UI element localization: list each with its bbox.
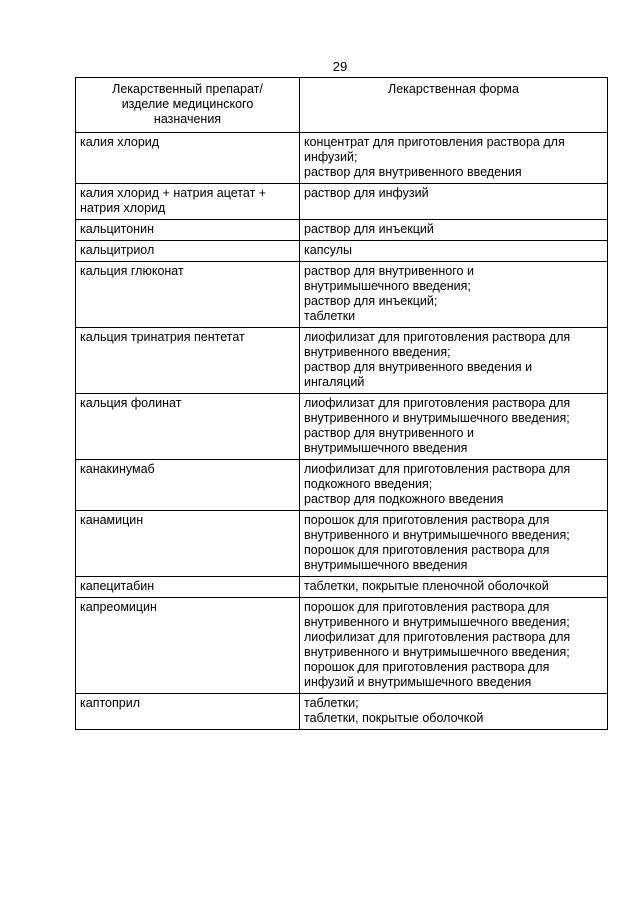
dosage-form-item: раствор для внутривенного введения	[304, 165, 522, 179]
drug-name-cell	[76, 262, 300, 328]
dosage-form-cell	[300, 598, 608, 694]
table-row	[76, 184, 608, 220]
drug-name-cell	[76, 694, 300, 730]
drug-name: кальция фолинат	[80, 396, 182, 410]
table-row	[76, 241, 608, 262]
dosage-form-item: лиофилизат для приготовления раствора для внутривенного и внутримышечного введения;	[304, 630, 571, 659]
header-drug-label: Лекарственный препарат/ изделие медицинского назначения	[112, 82, 263, 126]
drug-name-cell	[76, 241, 300, 262]
dosage-form-cell	[300, 262, 608, 328]
dosage-form-item: порошок для приготовления раствора для внутримышечного введения	[304, 543, 550, 572]
drug-name: канамицин	[80, 513, 144, 527]
drug-name: канакинумаб	[80, 462, 155, 476]
dosage-form-cell	[300, 220, 608, 241]
dosage-form-cell	[300, 577, 608, 598]
dosage-form-item: раствор для инъекций;	[304, 294, 438, 308]
dosage-form-cell	[300, 460, 608, 511]
table-row	[76, 220, 608, 241]
drug-name: кальция тринатрия пентетат	[80, 330, 245, 344]
drug-name-cell	[76, 220, 300, 241]
header-form	[300, 78, 608, 133]
dosage-form-cell	[300, 133, 608, 184]
dosage-form-item: раствор для внутривенного и внутримышечного введения	[304, 426, 474, 455]
dosage-form-item: порошок для приготовления раствора для внутривенного и внутримышечного введения;	[304, 600, 570, 629]
table-row	[76, 133, 608, 184]
dosage-form-item: таблетки, покрытые оболочкой	[304, 711, 484, 725]
dosage-form-item: раствор для внутривенного введения и ингаляций	[304, 360, 533, 389]
dosage-form-item: таблетки, покрытые пленочной оболочкой	[304, 579, 549, 593]
dosage-form-item: раствор для инфузий	[304, 186, 429, 200]
drug-name: калия хлорид + натрия ацетат + натрия хлорид	[80, 186, 267, 215]
dosage-form-cell	[300, 241, 608, 262]
dosage-form-item: порошок для приготовления раствора для инфузий и внутримышечного введения	[304, 660, 550, 689]
dosage-form-item: таблетки;	[304, 696, 359, 710]
table-row	[76, 460, 608, 511]
drug-name-cell	[76, 394, 300, 460]
dosage-form-item: лиофилизат для приготовления раствора для внутривенного введения;	[304, 330, 571, 359]
table-row	[76, 262, 608, 328]
dosage-form-item: лиофилизат для приготовления раствора для подкожного введения;	[304, 462, 571, 491]
drug-table	[75, 77, 608, 730]
page-number: 29	[332, 59, 348, 74]
table-row	[76, 577, 608, 598]
drug-name: капреомицин	[80, 600, 157, 614]
table-body	[76, 133, 608, 730]
header-form-label: Лекарственная форма	[388, 82, 519, 96]
header-drug	[76, 78, 300, 133]
dosage-form-cell	[300, 184, 608, 220]
dosage-form-item: концентрат для приготовления раствора для инфузий;	[304, 135, 565, 164]
drug-name: капецитабин	[80, 579, 155, 593]
drug-name-cell	[76, 577, 300, 598]
drug-name: кальцитриол	[80, 243, 155, 257]
table-row	[76, 394, 608, 460]
table-header-row	[76, 78, 608, 133]
dosage-form-item: порошок для приготовления раствора для внутривенного и внутримышечного введения;	[304, 513, 570, 542]
table-row	[76, 694, 608, 730]
dosage-form-item: раствор для подкожного введения	[304, 492, 504, 506]
dosage-form-item: раствор для внутривенного и внутримышечного введения;	[304, 264, 474, 293]
dosage-form-item: таблетки	[304, 309, 356, 323]
dosage-form-item: раствор для инъекций	[304, 222, 434, 236]
drug-name: каптоприл	[80, 696, 140, 710]
drug-name-cell	[76, 328, 300, 394]
drug-name-cell	[76, 184, 300, 220]
table-row	[76, 598, 608, 694]
dosage-form-cell	[300, 694, 608, 730]
dosage-form-cell	[300, 511, 608, 577]
table-row	[76, 328, 608, 394]
drug-name-cell	[76, 511, 300, 577]
dosage-form-item: лиофилизат для приготовления раствора для внутривенного и внутримышечного введения;	[304, 396, 571, 425]
dosage-form-cell	[300, 394, 608, 460]
drug-name-cell	[76, 133, 300, 184]
dosage-form-item: капсулы	[304, 243, 352, 257]
drug-name-cell	[76, 460, 300, 511]
dosage-form-cell	[300, 328, 608, 394]
drug-name: кальцитонин	[80, 222, 154, 236]
drug-name: кальция глюконат	[80, 264, 184, 278]
table-row	[76, 511, 608, 577]
drug-name-cell	[76, 598, 300, 694]
drug-name: калия хлорид	[80, 135, 160, 149]
